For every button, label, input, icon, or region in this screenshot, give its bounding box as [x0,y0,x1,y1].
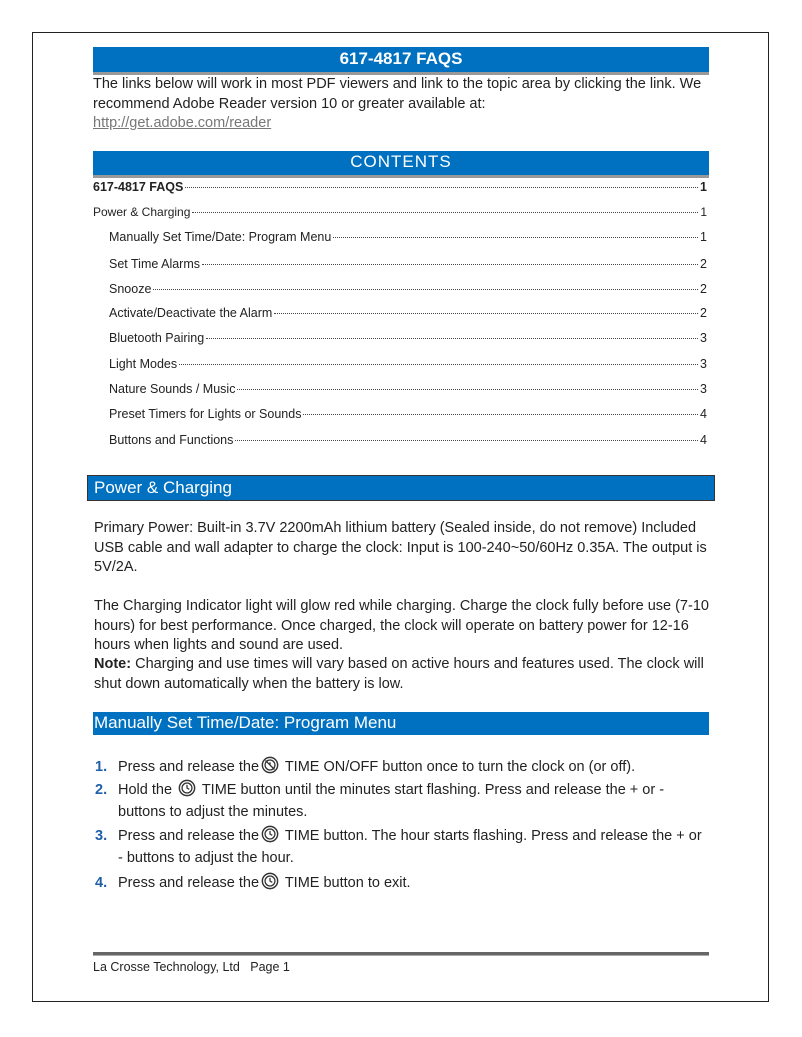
note-text: Charging and use times will vary based on active hours and features used. The clock will shut down automatically when the battery is low. [94,656,704,692]
toc-page: 4 [700,433,707,447]
intro-paragraph: The links below will work in most PDF viewers and link to the topic area by clicking the link. We recommend Adobe Reader version 10 or greater available at: [93,76,702,112]
toc-page: 3 [700,357,707,371]
step-text [118,872,411,894]
power-paragraph-1: Primary Power: Built-in 3.7V 2200mAh lithium battery (Sealed inside, do not remove) Included USB cable and wall adapter to charge the clock: Input is 100-240~50/60Hz 0.35A. The output is 5V/2A. [94,520,707,575]
step-text-end: TIME ON/OFF button once to turn the clock on (or off). [281,759,636,775]
power-paragraph-2: The Charging Indicator light will glow red while charging. Charge the clock fully before use (7-10 hours) for best performance. Once charged, the clock will operate on battery power for 12-16 hours when lights and sound are used. [94,598,709,653]
toc-entry[interactable] [109,331,707,345]
toc-page: 1 [700,230,707,244]
step-text-start: Press and release the [118,875,260,891]
step-text [118,779,710,823]
step-text-start: Hold the [118,782,177,798]
toc-label: Preset Timers for Lights or Sounds [109,407,302,421]
toc-entry[interactable] [109,257,707,271]
toc-page: 1 [700,180,707,194]
step-item [95,872,710,894]
title-bar: 617-4817 FAQS [93,47,709,75]
step-text [118,756,635,778]
toc-leader [235,440,698,441]
toc-leader [274,313,698,314]
step-number: 4. [95,875,108,891]
footer-text: La Crosse Technology, Ltd Page 1 [93,960,290,974]
toc-page: 3 [700,382,707,396]
step-item [95,756,710,778]
power-note [94,655,714,694]
toc-leader [206,338,698,339]
step-number: 3. [95,828,108,844]
toc-label: Snooze [109,282,152,296]
footer-divider [93,952,709,956]
toc-leader [153,289,698,290]
time-on-off-icon [261,756,279,774]
power-heading: Power & Charging [87,475,715,501]
toc-leader [185,187,698,188]
toc-leader [179,364,698,365]
toc-label: Set Time Alarms [109,257,200,271]
step-text-end: TIME button. The hour starts flashing. Press and release the + or - buttons to adjust the hour. [118,828,702,866]
toc-label: Activate/Deactivate the Alarm [109,306,273,320]
toc-entry[interactable] [109,382,707,396]
step-text-end: TIME button to exit. [281,875,411,891]
toc-page: 4 [700,407,707,421]
toc-label: 617-4817 FAQS [93,180,184,194]
time-clock-icon [261,872,279,890]
time-clock-icon [178,779,196,797]
note-label: Note: [94,656,132,672]
toc-label: Buttons and Functions [109,433,234,447]
toc-entry[interactable] [93,180,707,194]
step-text-start: Press and release the [118,759,260,775]
toc-entry[interactable] [109,407,707,421]
toc-entry[interactable] [109,230,707,244]
time-clock-icon [261,825,279,843]
toc-page: 2 [700,257,707,271]
toc-label: Bluetooth Pairing [109,331,205,345]
toc-page: 2 [700,306,707,320]
manual-heading: Manually Set Time/Date: Program Menu [93,712,709,735]
toc-page: 1 [700,205,707,219]
toc-leader [303,414,698,415]
toc-entry[interactable] [109,306,707,320]
adobe-reader-link[interactable]: http://get.adobe.com/reader [93,115,272,131]
toc-entry[interactable] [109,357,707,371]
toc-entry[interactable] [109,433,707,447]
toc-leader [192,212,698,213]
step-text-start: Press and release the [118,828,260,844]
toc-label: Power & Charging [93,205,191,219]
toc-leader [202,264,698,265]
intro-text [93,75,713,134]
toc-page: 3 [700,331,707,345]
step-item [95,779,710,823]
step-text [118,825,710,869]
toc-leader [333,237,698,238]
toc-entry[interactable] [109,282,707,296]
step-item [95,825,710,869]
toc-leader [237,389,698,390]
toc-label: Nature Sounds / Music [109,382,236,396]
step-number: 2. [95,782,108,798]
toc-label: Manually Set Time/Date: Program Menu [109,230,332,244]
step-text-end: TIME button until the minutes start flashing. Press and release the + or - buttons to adjust the minutes. [118,782,665,820]
toc-page: 2 [700,282,707,296]
contents-bar: CONTENTS [93,151,709,178]
toc-entry[interactable] [93,205,707,219]
step-number: 1. [95,759,108,775]
toc-label: Light Modes [109,357,178,371]
